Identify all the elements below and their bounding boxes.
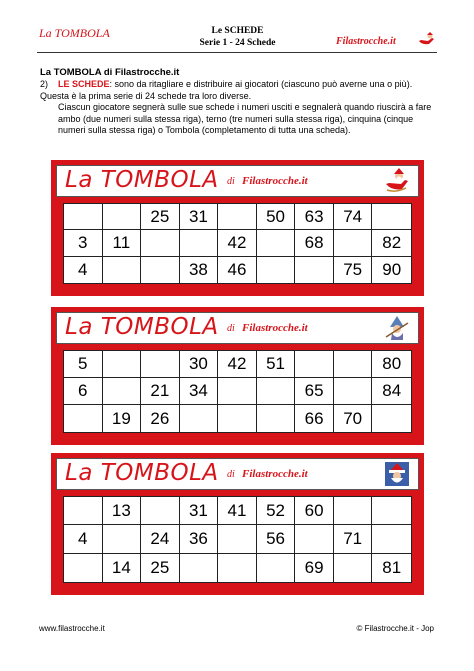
card-header (56, 312, 419, 344)
grid-cell (372, 525, 411, 553)
intro-text (40, 79, 440, 137)
card-title: La TOMBOLA (65, 167, 219, 193)
card-di: di (227, 176, 235, 187)
grid-cell: 46 (218, 257, 257, 283)
grid-cell: 68 (295, 230, 334, 256)
grid-cell (334, 230, 373, 256)
grid-cell (334, 378, 373, 405)
footer-copyright: © Filastrocche.it - Jop (356, 624, 434, 633)
grid-cell: 51 (257, 351, 296, 378)
card-site: Filastrocche.it (242, 468, 308, 480)
intro-line-2: Ciascun giocatore segnerà sulle sue schede i numeri usciti e segnalerà quando riuscirà a fare ambo (due numeri sulla stessa riga), terno (tre numeri sulla stessa riga), cinquina (cinque numeri sulla stessa riga) o Tombola (completamento di tutta una scheda). (58, 102, 432, 135)
grid-cell (218, 378, 257, 405)
card-title: La TOMBOLA (65, 314, 219, 340)
grid-cell: 63 (295, 204, 334, 230)
grid-cell (257, 554, 296, 582)
grid-cell: 24 (141, 525, 180, 553)
number-grid (63, 496, 412, 583)
grid-cell (218, 525, 257, 553)
grid-cell (180, 554, 219, 582)
card-site: Filastrocche.it (242, 175, 308, 187)
grid-cell: 90 (382, 259, 402, 279)
santa-face-icon (384, 461, 410, 487)
footer-website[interactable]: www.filastrocche.it (39, 624, 105, 633)
grid-cell (64, 204, 103, 230)
grid-cell (103, 257, 142, 283)
grid-cell (141, 230, 180, 256)
grid-cell (295, 525, 334, 553)
card-title: La TOMBOLA (65, 460, 219, 486)
grid-cell: 30 (180, 351, 219, 378)
header-rule (37, 52, 437, 53)
card-header (56, 458, 419, 490)
grid-cell (372, 204, 411, 230)
grid-cell: 34 (180, 378, 219, 405)
header-logo: Filastrocche.it (336, 36, 396, 47)
grid-cell: 38 (180, 257, 219, 283)
grid-cell: 60 (295, 497, 334, 525)
grid-cell: 25 (141, 554, 180, 582)
grid-cell: 6 (64, 378, 103, 405)
grid-cell: 5 (64, 351, 103, 378)
grid-cell (372, 497, 411, 525)
grid-cell: 69 (295, 554, 334, 582)
grid-cell (257, 378, 296, 405)
grid-cell: 31 (180, 204, 219, 230)
grid-cell: 75 (334, 257, 373, 283)
page-subtitle: Serie 1 - 24 Schede (199, 38, 276, 48)
number-grid (63, 350, 412, 433)
grid-cell (295, 257, 334, 283)
card-di: di (227, 323, 235, 334)
grid-cell: 26 (141, 405, 180, 432)
grid-cell: 50 (257, 204, 296, 230)
grid-cell: 4 (64, 525, 103, 553)
grid-cell: 80 (372, 351, 411, 378)
grid-cell (334, 497, 373, 525)
grid-cell (180, 405, 219, 432)
grid-cell: 56 (257, 525, 296, 553)
header-center (150, 25, 325, 49)
grid-cell: 4 (64, 257, 103, 283)
number-grid (63, 203, 412, 284)
grid-cell: 52 (257, 497, 296, 525)
intro-paragraph-1 (40, 79, 440, 102)
grid-cell: 74 (334, 204, 373, 230)
grid-cell (218, 554, 257, 582)
grid-cell (141, 497, 180, 525)
grid-cell: 19 (103, 405, 142, 432)
grid-cell: 3 (64, 230, 103, 256)
santa-sleigh-icon (384, 168, 410, 194)
grid-cell: 65 (295, 378, 334, 405)
grid-cell (103, 525, 142, 553)
intro-number: 2) (40, 79, 49, 89)
grid-cell: 70 (334, 405, 373, 432)
sleigh-icon (417, 32, 437, 46)
grid-cell (334, 554, 373, 582)
grid-cell (141, 257, 180, 283)
grid-cell (295, 351, 334, 378)
grid-cell: 21 (141, 378, 180, 405)
intro-line-1: : sono da ritagliare e distribuire ai giocatori (ciascuno può averne una o più). Questa è la prima serie di 24 schede tra loro diverse. (40, 79, 413, 101)
tombola-card-2 (51, 307, 424, 445)
grid-cell (64, 497, 103, 525)
grid-cell (64, 554, 103, 582)
page-title: Le SCHEDE (211, 26, 264, 36)
grid-cell: 42 (218, 230, 257, 256)
grid-cell: 25 (141, 204, 180, 230)
grid-cell (141, 351, 180, 378)
grid-cell (372, 405, 411, 432)
grid-cell (103, 204, 142, 230)
grid-cell: 11 (103, 230, 142, 256)
grid-cell (218, 405, 257, 432)
grid-cell (257, 405, 296, 432)
grid-cell: 66 (295, 405, 334, 432)
grid-cell: 82 (372, 230, 411, 256)
tombola-card-1 (51, 160, 424, 296)
grid-cell (334, 351, 373, 378)
grid-cell: 81 (382, 557, 402, 577)
grid-cell: 84 (372, 378, 411, 405)
grid-cell: 42 (218, 351, 257, 378)
tombola-card-3 (51, 453, 424, 595)
grid-cell: 41 (218, 497, 257, 525)
card-di: di (227, 469, 235, 480)
grid-cell: 13 (103, 497, 142, 525)
grid-cell (180, 230, 219, 256)
grid-cell: 71 (334, 525, 373, 553)
grid-cell (103, 351, 142, 378)
grid-cell (257, 257, 296, 283)
befana-icon (384, 315, 410, 341)
grid-cell: 36 (180, 525, 219, 553)
grid-cell (218, 204, 257, 230)
grid-cell (257, 230, 296, 256)
grid-cell: 14 (103, 554, 142, 582)
grid-cell (64, 405, 103, 432)
intro-title: La TOMBOLA di Filastrocche.it (40, 67, 180, 78)
card-header (56, 165, 419, 197)
intro-highlight: LE SCHEDE (58, 79, 110, 89)
grid-cell: 31 (180, 497, 219, 525)
card-site: Filastrocche.it (242, 322, 308, 334)
header-left-title: La TOMBOLA (39, 26, 110, 40)
grid-cell (103, 378, 142, 405)
